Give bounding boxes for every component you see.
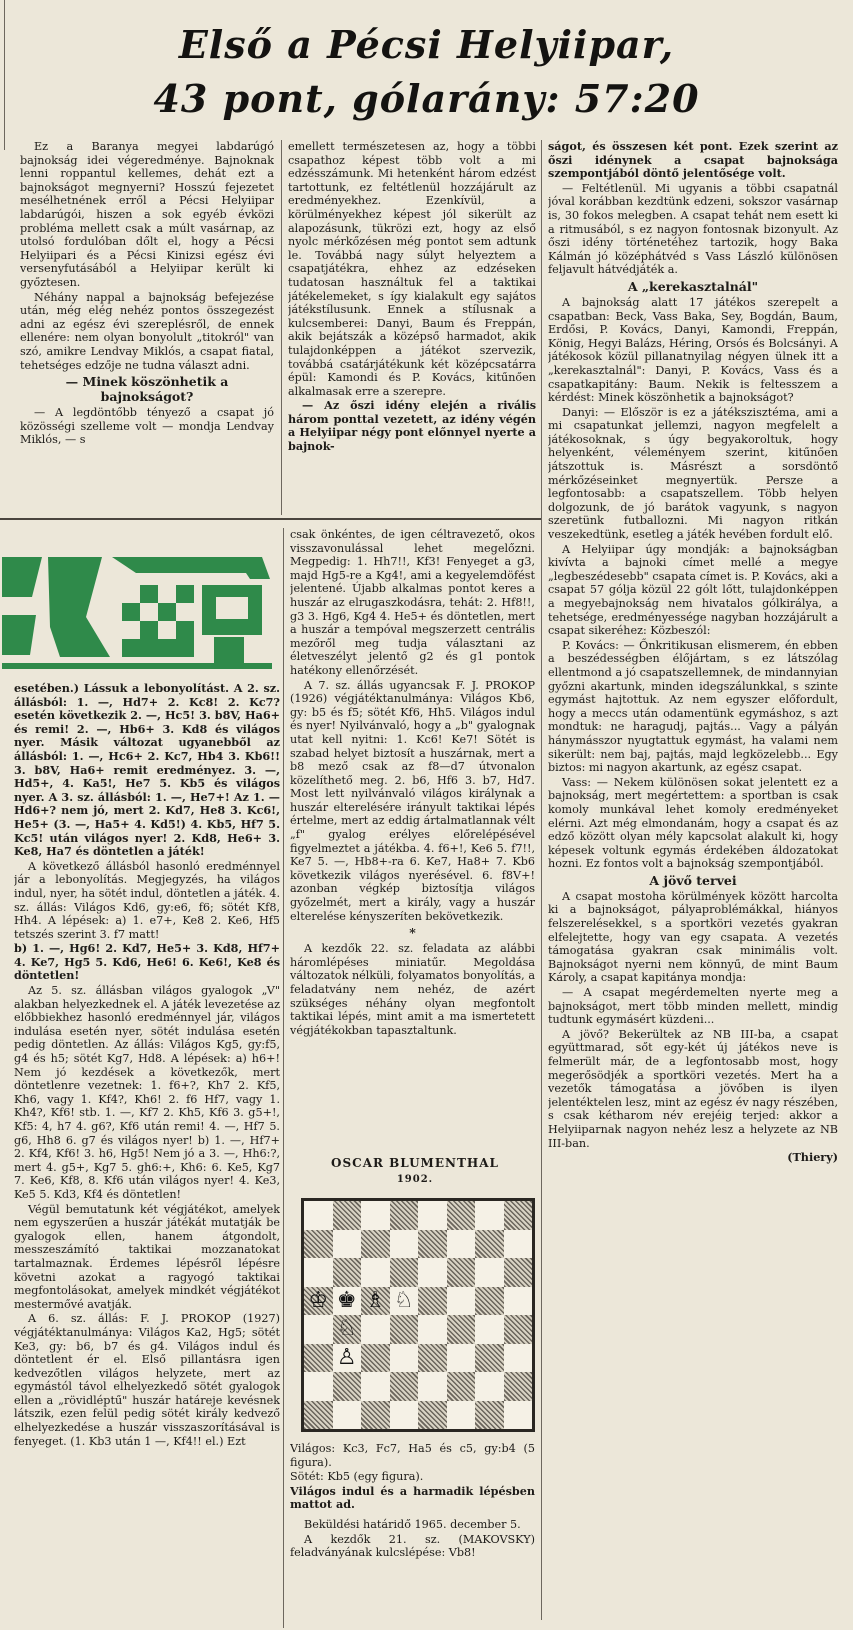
board-square	[447, 1401, 476, 1430]
board-square	[418, 1287, 447, 1316]
board-square	[304, 1401, 333, 1430]
board-square	[475, 1401, 504, 1430]
headline-line-2: 43 pont, gólarány: 57:20	[153, 76, 700, 121]
chess-column-1	[14, 682, 280, 1627]
board-square	[447, 1315, 476, 1344]
column-rule	[541, 140, 542, 1620]
board-square	[504, 1401, 533, 1430]
diagram-white: Világos: Kc3, Fc7, Ha5 és c5, gy:b4 (5 figura).	[290, 1442, 535, 1469]
diagram-caption	[290, 1442, 535, 1627]
board-square	[504, 1230, 533, 1259]
board-square	[390, 1372, 419, 1401]
article-subheading: — Minek köszönhetik a bajnokságot?	[65, 374, 229, 405]
chess-piece-icon: ♔	[308, 1287, 329, 1313]
column-rule	[283, 528, 284, 1628]
board-square	[504, 1372, 533, 1401]
chess-paragraph: A 6. sz. állás: F. J. PROKOP (1927) végjátéktanulmánya: Világos Ka2, Hg5; sötét Ke3, gy: b6, b7 és g4. Világos indul és döntetlent ér el. Első pillantásra igen kedvezőtlen világos helyzete, mert az egymástól távol elhelyezkedő sötét gyalogok ellen a „rövidléptű" huszár határeje kevésnek látszik, ezen felül pedig sötét király kedvező elhelyezkedése a huszár visszaszorításával is fenyeget. (1. Kb3 után 1 —, Kf4!! el.) Ezt	[14, 1312, 280, 1448]
article-paragraph: A csapat mostoha körülmények között harcolta ki a bajnokságot, pályaproblémákkal, hiányos felszerelésekkel, s a sportköri vezetés gyakran elfelejtette, hogy van egy csapata. A vezetés támogatása gyakran csak minimális volt. Bajnokságot nyerni nem könnyű, de mint Baum Károly, a csapat kapitánya mondja:	[548, 889, 838, 985]
diagram-author: OSCAR BLUMENTHAL	[331, 1156, 499, 1170]
board-square	[418, 1315, 447, 1344]
board-square	[333, 1201, 362, 1230]
board-square	[390, 1201, 419, 1230]
diagram-task: Világos indul és a harmadik lépésben mattot ad.	[290, 1483, 535, 1512]
article-paragraph: — A legdöntőbb tényező a csapat jó közösségi szelleme volt — mondja Lendvay Miklós, — s	[20, 406, 274, 447]
board-square	[333, 1258, 362, 1287]
section-divider	[0, 518, 541, 520]
board-square	[418, 1344, 447, 1373]
chess-paragraph: A következő állásból hasonló eredménnyel jár a lebonyolítás. Megjegyzés, ha világos indul, nyer, ha sötét indul, döntetlen a játék. 4. sz. állás: Világos Kd6, gy:e6, f6; sötét Kf8, Hh4. A lépések: a) 1. e7+, Ke8 2. Ke6, Hf5 tetszés szerint 3. f7 matt!	[14, 859, 280, 941]
board-square	[475, 1372, 504, 1401]
board-square	[475, 1344, 504, 1373]
chess-column-2	[290, 528, 535, 1168]
article-paragraph: P. Kovács: — Őnkritikusan elismerem, én ebben a beszédességben élőjártam, s ez látszólag ellentmond a jó csapatszellemnek, de mindannyian győzni akartunk, minden idegszálunkkal, s szinte egymást hajtottuk. Az nem egyszer előfordult, hogy a meccs után odamentünk egymáshoz, s azt mondtuk: ne haragudj, pajtás... Vagy a pályán hánymásszor nyugtattuk egymást, ha valami nem sikerült: nem baj, pajtás, majd legközelebb... Egy biztos: mi nagyon akartunk, az egész csapat.	[548, 638, 838, 775]
board-square	[418, 1372, 447, 1401]
board-square	[475, 1315, 504, 1344]
solution: A kezdők 21. sz. (MAKOVSKY) feladványának kulcslépése: Vb8!	[290, 1532, 535, 1560]
article-author: (Thiery)	[787, 1150, 838, 1165]
board-square	[447, 1230, 476, 1259]
board-square	[333, 1230, 362, 1259]
board-square	[304, 1258, 333, 1287]
board-square	[390, 1401, 419, 1430]
chess-diagram-board	[301, 1198, 535, 1432]
article-paragraph: Vass: — Nekem különösen sokat jelentett ez a bajnokság, mert megértettem: a sportban is csak komoly munkával lehet komoly eredményeket elérni. Azt még elmondanám, hogy a csapat és az edző között olyan mély kapcsolat alakult ki, hogy képesek voltunk egymás érdekében áldozatokat hozni. Ez fontos volt a bajnokság szempontjából.	[548, 775, 838, 871]
column-rule	[281, 140, 282, 515]
board-square	[361, 1258, 390, 1287]
chess-paragraph: csak önkéntes, de igen céltravezető, okos visszavonulással lehet megelőzni. Megpedig: 1. Hh7!!, Kf3! Fenyeget a g3, majd Hg5-re a Kg4!, ami a kegyelemdöfést jelentené. Újabb alkalmas pontot keres a huszár az elrugaszkodásra, tehát: 2. Hf8!!, g3 3. Hg6, Kg4 4. He5+ és döntetlen, mert a huszár a tempóval megszerzett centrális mezőről meg tudja választani az életveszélyt jelentő g2 és g1 pontok hatékony ellenőrzését.	[290, 528, 535, 677]
board-square	[475, 1258, 504, 1287]
chess-column-logo	[2, 545, 280, 673]
chess-paragraph: A 7. sz. állás ugyancsak F. J. PROKOP (1926) végjátéktanulmánya: Világos Kb6, gy: b5 és f5; sötét Kf6, Hh5. Világos indul és nyer! Nyilvánvaló, hogy a „b" gyalognak utat kell nyitni: 1. Kc6! Ke7! Sötét is szabad helyet biztosít a huszárnak, mert a b8 mező csak az f8—d7 útvonalon közelíthető meg. 2. b6, Hf6 3. b7, Hd7. Most lett nyilvánvaló világos királynak a huszár elterelésére irányult taktikai lépés értelme, mert az eddig ártalmatlannak vélt „f" gyalog erélyes előrelépésével figyelmeztet a játékba. 4. f6+!, Ke6 5. f7!!, Ke7 5. —, Hb8+-ra 6. Ke7, Ha8+ 7. Kb6 következik világos nyerésével. 6. f8V+! azonban végkép biztosítja világos győzelmét, mert a király, vagy a huszár elterelése kényszeríten bekövetkezik.	[290, 678, 535, 923]
board-square	[504, 1201, 533, 1230]
article-paragraph: emellett természetesen az, hogy a többi csapathoz képest több volt a mi edzésszámunk. Mi hetenként három edzést tartottunk, ez feltétlenül hozzájárult az eredményekhez. Ezenkívül, a körülményekhez képest jól sikerült az alapozásunk, tükrözi ezt, hogy az első nyolc mérkőzésen még pontot sem adtunk le. Továbbá nagy súlyt helyeztem a csapatjátékra, ehhez az edzéseken tudatosan használtuk fel a taktikai játékelemeket, s így kialakult egy sajátos játékstílusunk. Ennek a stílusnak a kulcsemberei: Danyi, Baum és Freppán, akik bejátszák a középső harmadot, akik tulajdonképpen a játékot szervezik, továbbá csatárjátékunk két középcsatárra épül: Kamondi és P. Kovács, kitűnően alkalmasak erre a szerepre.	[288, 140, 536, 398]
diagram-black: Sötét: Kb5 (egy figura).	[290, 1470, 424, 1484]
board-square	[390, 1230, 419, 1259]
board-square	[447, 1258, 476, 1287]
article-column-3	[548, 140, 838, 1620]
board-square	[304, 1201, 333, 1230]
board-square	[447, 1201, 476, 1230]
board-square	[361, 1315, 390, 1344]
headline-line-1: Első a Pécsi Helyiipar,	[178, 22, 675, 67]
article-paragraph: A Helyiipar úgy mondják: a bajnokságban kivívta a bajnoki címet mellé a megye „legbeszédesebb" csapata címet is. P. Kovács, aki a csapat 57 gólja közül 22 gólt lőtt, tulajdonképpen a megyebajnokság nem hivatalos gólkirálya, a tehetsége, eredményessége nagyban hozzájárult a csapat sikeréhez: Közbeszól:	[548, 542, 838, 638]
board-square	[333, 1401, 362, 1430]
article-paragraph: Néhány nappal a bajnokság befejezése után, még elég nehéz pontos összegezést adni az egész évi szereplésről, de ennek ellenére: nem olyan bonyolult „titokról" van szó, amikre Lendvay Miklós, a csapat fiatal, tehetséges edzője ne tudna választ adni.	[20, 290, 274, 372]
board-square	[304, 1344, 333, 1373]
article-paragraph: — Az őszi idény elején a rivális három ponttal vezetett, az idény végén a Helyiipar négy pont előnnyel nyerte a bajnok-	[288, 398, 536, 454]
board-square	[475, 1230, 504, 1259]
chess-paragraph: Végül bemutatunk két végjátékot, amelyek nem egyszerűen a huszár játékát mutatják be gyalogok ellen, hanem átgondolt, messzeszámító taktikai mozzanatokat tartalmaznak. Érdemes lépésről lépésre követni azokat a ragyogó taktikai megfontolásokat, amelyek mindkét végjátékot mestermővé avatják.	[14, 1202, 280, 1311]
board-square	[475, 1201, 504, 1230]
article-paragraph: A bajnokság alatt 17 játékos szerepelt a csapatban: Beck, Vass Baka, Sey, Bogdán, Baum, Erdősi, P. Kovács, Danyi, Kamondi, Freppán, König, Hegyi Balázs, Héring, Orsós és Bolcsányi. A játékosok közül pillanatnyilag négyen ülnek itt a „kerekasztalnál": Danyi, P. Kovács, Vass és a csapatkapitány: Baum. Nekik is feltesszem a kérdést: Minek köszönhetik a bajnokságot?	[548, 295, 838, 405]
chess-paragraph: Az 5. sz. állásban világos gyalogok „V" alakban helyezkednek el. A játék levezetése az előbbiekhez hasonló eredménnyel jár, világos indulása esetén nyer, sötét indulása esetén pedig döntetlen. Az állás: Világos Kg5, gy:f5, g4 és h5; sötét Kg7, Hd8. A lépések: a) h6+! Nem jó kezdések a következők, mert döntetlenre vezetnek: 1. f6+?, Kh7 2. Kf5, Kh6, vagy 1. Kf4?, Kh6! 2. f6 Hf7, vagy 1. Kh4?, Kf6! stb. 1. —, Kf7 2. Kh5, Kf6 3. g5+!, Kf5: 4, h7 4. g6?, Kf6 után remi! 4. —, Hf7 5. g6, Hh8 6. g7 és világos nyer! b) 1. —, Hf7+ 2. Kf4, Kf6! 3. h6, Hg5! Nem jó a 3. —, Hh6:?, mert 4. g5+, Kg7 5. gh6:+, Kh6: 6. Ke5, Kg7 7. Ke6, Kf8, 8. Kf6 után világos nyer! 4. Ke3, Ke5 5. Kd3, Kf4 és döntetlen!	[14, 984, 280, 1201]
board-square	[447, 1344, 476, 1373]
board-square	[504, 1258, 533, 1287]
chess-separator: *	[409, 925, 416, 941]
board-square	[418, 1401, 447, 1430]
board-square	[418, 1230, 447, 1259]
deadline: Beküldési határidő 1965. december 5.	[304, 1517, 521, 1531]
board-square	[418, 1258, 447, 1287]
board-square	[304, 1372, 333, 1401]
chess-piece-icon: ♙	[336, 1344, 357, 1370]
board-square	[390, 1315, 419, 1344]
board-square	[361, 1401, 390, 1430]
board-square	[475, 1287, 504, 1316]
article-paragraph: A jövő? Bekerültek az NB III-ba, a csapat együttmarad, sőt egy-két új játékos neve is felmerült már, de a legfontosabb most, hogy megerősödjék a sportköri vezetés. Mert ha a vezetők támogatása a jövőben is ilyen jelentéktelen lesz, mint az egész év nagy részében, s csak kétharom név erejéig terjed: akkor a Helyiiparnak nagyon nehéz lesz a helyzete az NB III-ban.	[548, 1027, 838, 1150]
chess-paragraph: b) 1. —, Hg6! 2. Kd7, He5+ 3. Kd8, Hf7+ 4. Ke7, Hg5 5. Kd6, He6! 6. Ke6!, Ke8 és döntetlen!	[14, 941, 280, 983]
article-column-1	[20, 140, 274, 515]
board-square	[361, 1230, 390, 1259]
article-paragraph: Ez a Baranya megyei labdarúgó bajnokság idei végeredménye. Bajnoknak lenni roppantul kellemes, dehát ezt a bajnokságot megnyerni? Hosszú fejezetet mesélhetnének erről a Pécsi Helyiipar labdarúgói, hiszen a sok egyéb évközi probléma mellett csak a múlt vasárnap, az utolsó fordulóban dőlt el, hogy a Pécsi Helyiipari és a Pécsi Kinizsi egész évi versenyfutásából a Helyiipar került ki győztesen.	[20, 140, 274, 289]
chess-piece-icon: ♗	[365, 1287, 386, 1313]
article-subheading: A jövő tervei	[649, 872, 737, 888]
chess-paragraph: A kezdők 22. sz. feladata az alábbi háromlépéses miniatűr. Megoldása változatok nélküli, folyamatos bonyolítás, a feladatvány nem nehéz, de azért szükséges néhány olyan megfontolt taktikai lépés, mint amit a ma ismertetett végjátékokban tapasztaltunk.	[290, 942, 535, 1037]
chess-piece-icon: ♚	[336, 1287, 357, 1313]
board-square	[504, 1344, 533, 1373]
board-square	[361, 1344, 390, 1373]
board-square	[304, 1315, 333, 1344]
board-square	[418, 1201, 447, 1230]
article-paragraph: — Feltétlenül. Mi ugyanis a többi csapatnál jóval korábban kezdtünk edzeni, sokszor vasárnap is, 30 fokos melegben. A csapat tehát nem esett ki a ritmusából, s ez nagyon fontosnak bizonyult. Az őszi idény történetéhez tartozik, hogy Baka Kálmán jó középhátvéd s Vass László különösen feljavult hátvédjáték a.	[548, 181, 838, 277]
article-subheading: A „kerekasztalnál"	[627, 278, 759, 294]
board-square	[447, 1287, 476, 1316]
board-square	[361, 1372, 390, 1401]
left-edge-rule	[4, 0, 5, 150]
board-square	[304, 1230, 333, 1259]
board-square	[447, 1372, 476, 1401]
board-square	[390, 1344, 419, 1373]
chess-paragraph: esetében.) Lássuk a lebonyolítást. A 2. sz. állásból: 1. —, Hd7+ 2. Kc8! 2. Kc7? esetén következik 2. —, Hc5! 3. b8V, Ha6+ és remi! 2. —, Hb6+ 3. Kd8 és világos nyer. Másik változat ugyanebből az állásból: 1. —, Hc6+ 2. Kc7, Hb4 3. Kb6!! 3. b8V, Ha6+ remit eredményez. 3. —, Hd5+, 4. Ka5!, He7 5. Kb5 és világos nyer. A 3. sz. állásból: 1. —, He7+! Az 1. — Hd6+? nem jó, mert 2. Kd7, He8 3. Kc6!, He5+ (3. —, Ha5+ 4. Kd5!) 4. Kb5, Hf7 5. Kc5! után világos nyer! 2. Kd8, He6+ 3. Ke8, Ha7 és döntetlen a játék!	[14, 682, 280, 859]
article-paragraph: — A csapat megérdemelten nyerte meg a bajnokságot, mert több minden mellett, mindig tudtunk egymásért küzdeni...	[548, 986, 838, 1027]
board-square	[504, 1287, 533, 1316]
board-square	[390, 1258, 419, 1287]
article-paragraph: ságot, és összesen két pont. Ezek szerint az őszi idénynek a csapat bajnoksága szempontjából döntő jelentősége volt.	[548, 140, 838, 181]
diagram-year: 1902.	[396, 1174, 434, 1185]
board-square	[333, 1372, 362, 1401]
board-square	[504, 1315, 533, 1344]
chess-piece-icon: ♘	[393, 1287, 414, 1313]
article-paragraph: Danyi: — Először is ez a játékszisztéma, ami a mi csapatunkat jellemzi, nagyon megfelelt a játékosoknak, s úgy begyakoroltuk, hogy helyenként, véleményem szerint, kitűnően játszottuk is. Másrészt a sorsdöntő mérkőzéseinket megnyertük. Persze a legfontosabb: a csapatszellem. Több helyen dolgozunk, de jó barátok vagyunk, s nagyon szeretünk futballozni. Mi nagyon ritkán veszekedtünk, esetleg a játék hevében fordult elő.	[548, 405, 838, 542]
chess-piece-icon: ♘	[336, 1316, 357, 1341]
article-column-2	[288, 140, 536, 515]
board-square	[361, 1201, 390, 1230]
